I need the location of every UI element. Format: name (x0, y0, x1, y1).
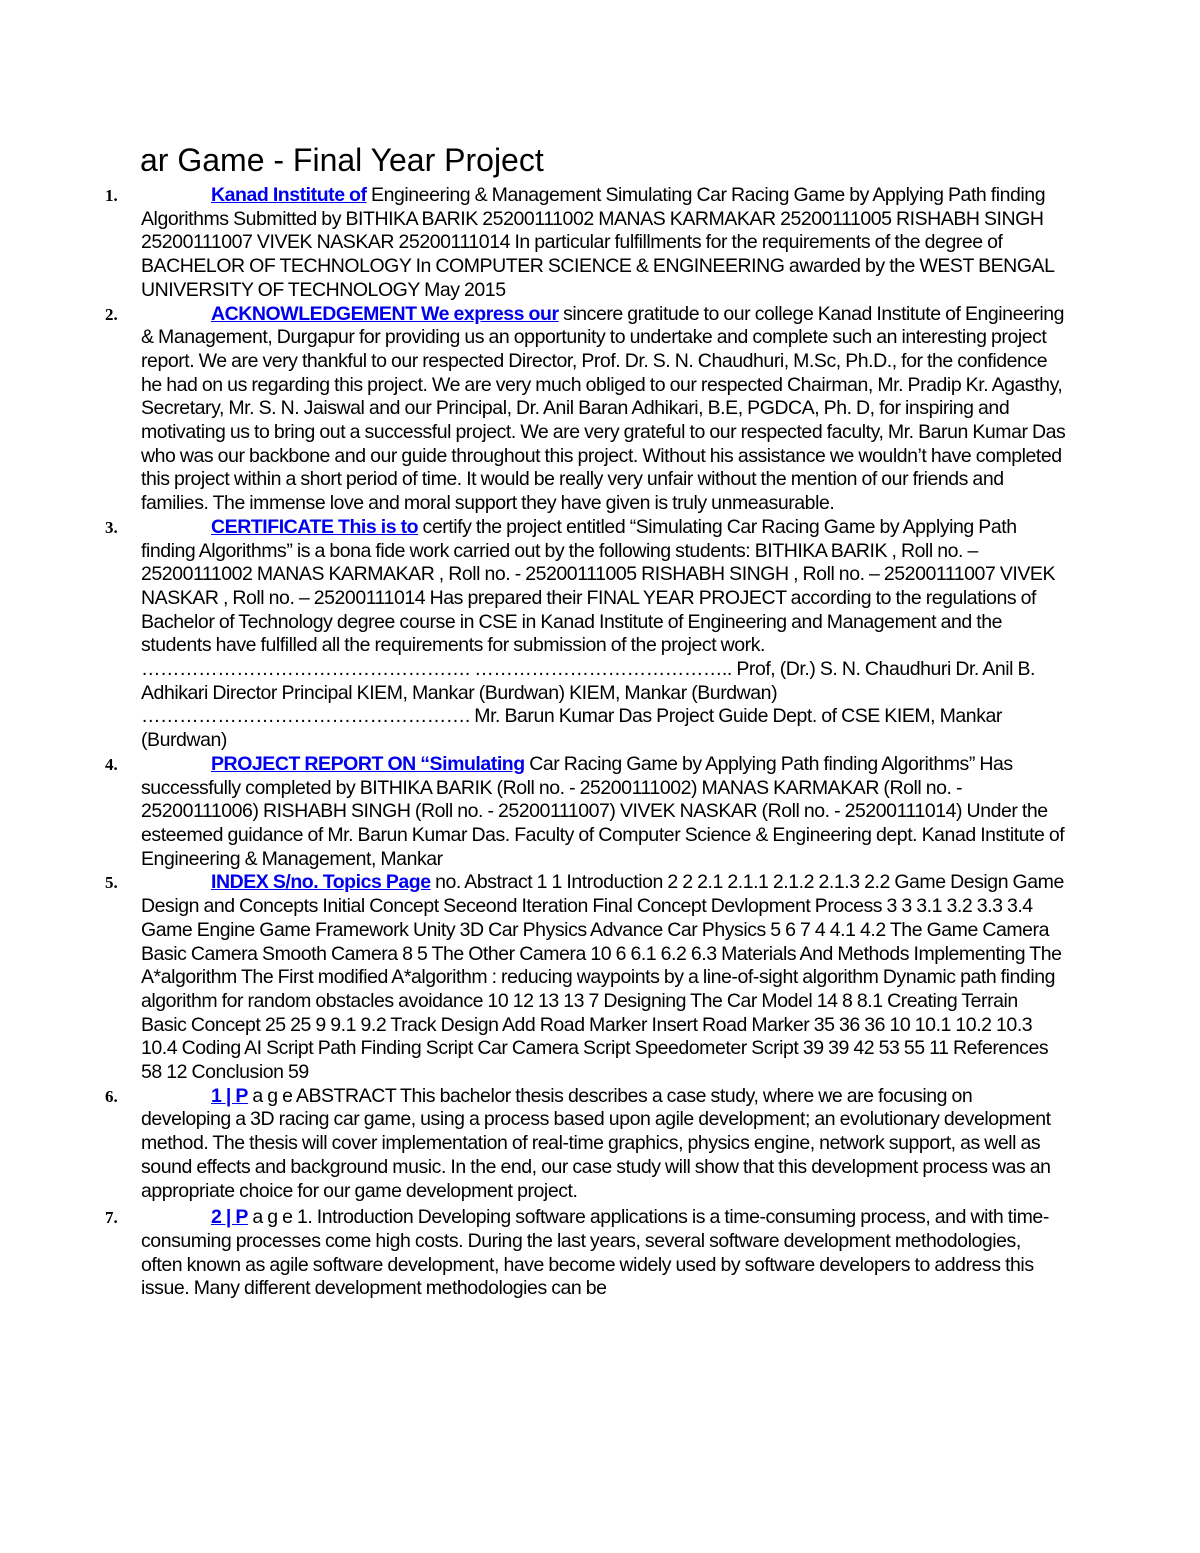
item-link[interactable]: INDEX S/no. Topics Page (211, 871, 431, 894)
item-number: 1. (105, 186, 118, 205)
item-text: sincere gratitude to our college Kanad Institute of Engineering & Management, Durgapur for providing us an opportunity to undertake and complete such an interesting project report. We are very thankful to our respected Director, Prof. Dr. S. N. Chaudhuri, M.Sc, Ph.D., for the confidence he had on us regarding this project. We are very much obliged to our respected Chairman, Mr. Pradip Kr. Agasthy, Secretary, Mr. S. N. Jaiswal and our Principal, Dr. Anil Baran Adhikari, B.E, PGDCA, Ph. D, for inspiring and motivating us to bring out a successful project. We are very grateful to our respected faculty, Mr. Barun Kumar Das who was our backbone and our guide throughout this project. Without his assistance we wouldn’t have completed this project within a short period of time. It would be really very unfair without the mention of our friends and families. The immense love and moral support they have given is truly unmeasurable. (141, 302, 1066, 515)
item-link[interactable]: CERTIFICATE This is to (211, 515, 419, 538)
list-item (0, 516, 1066, 753)
item-number: 2. (105, 304, 118, 324)
list-item (0, 184, 1066, 303)
item-text: no. Abstract 1 1 Introduction 2 2 2.1 2.1.1 2.1.2 2.1.3 2.2 Game Design Game Design and Concepts Initial Concept Seceond Iteration Final Concept Devlopment Process 3 3 3.1 3.2 3.3 3.4 Game Engine Game Framework Unity 3D Car Physics Advance Car Physics 5 6 7 4 4.1 4.2 The Game Camera Basic Camera Smooth Camera 8 5 The Other Camera 10 6 6.1 6.2 6.3 Materials And Methods Implementing The A*algorithm The First modified A*algorithm : reducing waypoints by a line-of-sight algorithm Dynamic path finding algorithm for random obstacles avoidance 10 12 13 13 7 Designing The Car Model 14 8 8.1 Creating Terrain Basic Concept 25 25 9 9.1 9.2 Track Design Add Road Marker Insert Road Marker 35 36 36 10 10.1 10.2 10.3 10.4 Coding AI Script Path Finding Script Car Camera Script Speedometer Script 39 39 42 53 55 11 References 58 12 Conclusion 59 (141, 871, 1064, 1084)
item-number: 3. (105, 517, 118, 537)
item-text: a g e 1. Introduction Developing software applications is a time-consuming process, and with time-consuming processes come high costs. During the last years, several software development methodologies, often known as agile software development, have become widely used by software developers to address this issue. Many different development methodologies can be (141, 1206, 1049, 1300)
item-number: 6. (105, 1086, 118, 1106)
item-link[interactable]: Kanad Institute of (211, 184, 367, 206)
list-item (0, 1206, 1066, 1301)
item-text: Car Racing Game by Applying Path finding Algorithms” Has successfully completed by BITHIKA BARIK (Roll no. - 25200111002) MANAS KARMAKAR (Roll no. - 25200111006) RISHABH SINGH (Roll no. - 25200111007) VIVEK NASKAR (Roll no. - 25200111014) Under the esteemed guidance of Mr. Barun Kumar Das. Faculty of Computer Science & Engineering dept. Kanad Institute of Engineering & Management, Mankar (141, 752, 1065, 870)
item-text: certify the project entitled “Simulating Car Racing Game by Applying Path finding Algorithms” is a bona fide work carried out by the following students: BITHIKA BARIK , Roll no. – 25200111002 MANAS KARMAKAR , Roll no. - 25200111005 RISHABH SINGH , Roll no. – 25200111007 VIVEK NASKAR , Roll no. – 25200111014 Has prepared their FINAL YEAR PROJECT according to the regulations of Bachelor of Technology degree course in CSE in Kanad Institute of Engineering and Management and the students have fulfilled all the requirements for submission of the project work. ……………………………………………. ………………………………….. Prof, (Dr.) S. N. Chaudhuri Dr. Anil B. Adhikari Director Principal KIEM, Mankar (Burdwan) KIEM, Mankar (Burdwan) ……………………………………………. Mr. Barun Kumar Das Project Guide Dept. of CSE KIEM, Mankar (Burdwan) (141, 515, 1056, 752)
item-link[interactable]: ACKNOWLEDGEMENT We express our (211, 302, 559, 325)
item-text: Engineering & Management Simulating Car Racing Game by Applying Path finding Algorithms Submitted by BITHIKA BARIK 25200111002 MANAS KARMAKAR 25200111005 RISHABH SINGH 25200111007 VIVEK NASKAR 25200111014 In particular fulfillments for the requirements of the degree of BACHELOR OF TECHNOLOGY In COMPUTER SCIENCE & ENGINEERING awarded by the WEST BENGAL UNIVERSITY OF TECHNOLOGY May 2015 (141, 184, 1054, 301)
list-item (0, 753, 1066, 872)
list-item (0, 1085, 1066, 1204)
document-title: ar Game - Final Year Project (140, 142, 544, 178)
document-list (0, 184, 1200, 1301)
item-text: a g e ABSTRACT This bachelor thesis describes a case study, where we are focusing on developing a 3D racing car game, using a process based upon agile development; an evolutionary development method. The thesis will cover implementation of real-time graphics, physics engine, network support, as well as sound effects and background music. In the end, our case study will show that this development process was an appropriate choice for our game development project. (141, 1084, 1051, 1202)
item-link[interactable]: 1 | P (211, 1084, 248, 1107)
item-link[interactable]: 2 | P (211, 1206, 248, 1229)
item-number: 5. (105, 873, 118, 893)
list-item (0, 871, 1066, 1084)
item-number: 7. (105, 1208, 118, 1228)
item-number: 4. (105, 754, 118, 774)
list-item (0, 303, 1066, 516)
item-link[interactable]: PROJECT REPORT ON “Simulating (211, 752, 525, 775)
